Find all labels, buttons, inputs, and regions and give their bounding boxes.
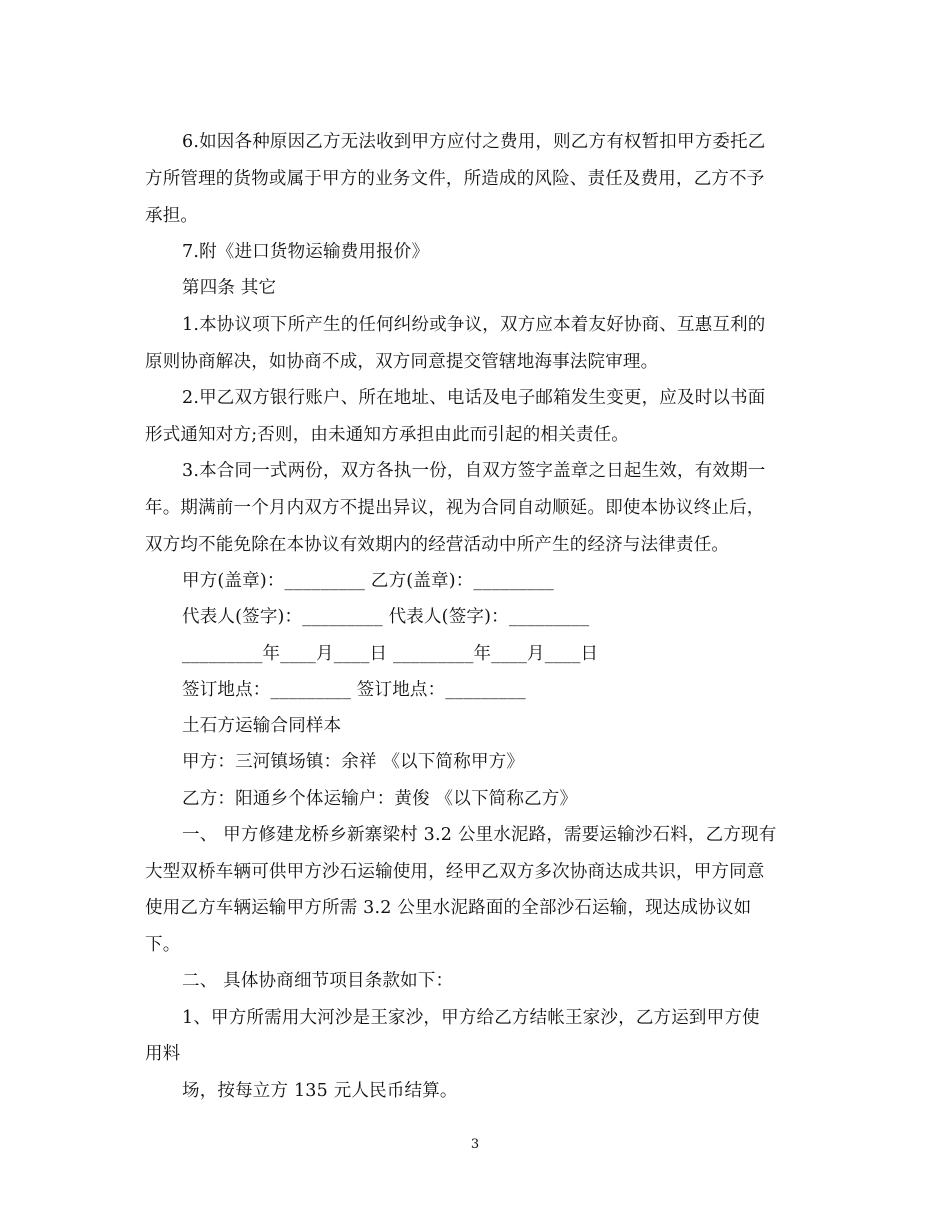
signature-line-date: _________年____月____日 _________年____月____日 [182,644,599,664]
paragraph-line: 方所管理的货物或属于甲方的业务文件，所造成的风险、责任及费用，乙方不予 [145,169,765,189]
document-title: 土石方运输合同样本 [182,716,342,736]
paragraph-line: 用料 [145,1044,181,1064]
paragraph-line: 双方均不能免除在本协议有效期内的经营活动中所产生的经济与法律责任。 [145,535,730,555]
paragraph-line: 大型双桥车辆可供甲方沙石运输使用，经甲乙双方多次协商达成共识，甲方同意 [145,862,765,882]
paragraph-line: 下。 [145,935,181,955]
paragraph-line: 一、 甲方修建龙桥乡新寨梁村 3.2 公里水泥路，需要运输沙石料，乙方现有 [182,825,777,845]
paragraph-line: 承担。 [145,206,199,226]
paragraph-line: 场，按每立方 135 元人民币结算。 [182,1081,458,1101]
signature-line-seal: 甲方(盖章)：_________ 乙方(盖章)：_________ [182,571,554,591]
paragraph-line: 1.本协议项下所产生的任何纠纷或争议，双方应本着友好协商、互惠互利的 [182,315,766,335]
paragraph-line: 7.附《进口货物运输费用报价》 [182,242,430,262]
party-b-line: 乙方：阳通乡个体运输户：黄俊 《以下简称乙方》 [182,789,578,809]
section-heading: 第四条 其它 [182,278,277,298]
paragraph-line: 使用乙方车辆运输甲方所需 3.2 公里水泥路面的全部沙石运输，现达成协议如 [145,898,752,918]
paragraph-line: 3.本合同一式两份，双方各执一份，自双方签字盖章之日起生效，有效期一 [182,461,766,481]
section-heading: 二、 具体协商细节项目条款如下： [182,971,454,991]
party-a-line: 甲方：三河镇场镇：余祥 《以下简称甲方》 [182,752,525,772]
paragraph-line: 原则协商解决，如协商不成，双方同意提交管辖地海事法院审理。 [145,352,659,372]
paragraph-line: 年。期满前一个月内双方不提出异议，视为合同自动顺延。即使本协议终止后， [145,498,765,518]
paragraph-line: 1、甲方所需用大河沙是王家沙，甲方给乙方结帐王家沙，乙方运到甲方使 [182,1008,760,1028]
paragraph-line: 6.如因各种原因乙方无法收到甲方应付之费用，则乙方有权暂扣甲方委托乙 [182,132,766,152]
paragraph-line: 形式通知对方;否则，由未通知方承担由此而引起的相关责任。 [145,425,629,445]
paragraph-line: 2.甲乙双方银行账户、所在地址、电话及电子邮箱发生变更，应及时以书面 [182,388,766,408]
signature-line-representative: 代表人(签字)：_________ 代表人(签字)：_________ [182,607,590,627]
page-number: 3 [470,1137,480,1152]
signature-line-place: 签订地点：_________ 签订地点：_________ [182,680,526,700]
